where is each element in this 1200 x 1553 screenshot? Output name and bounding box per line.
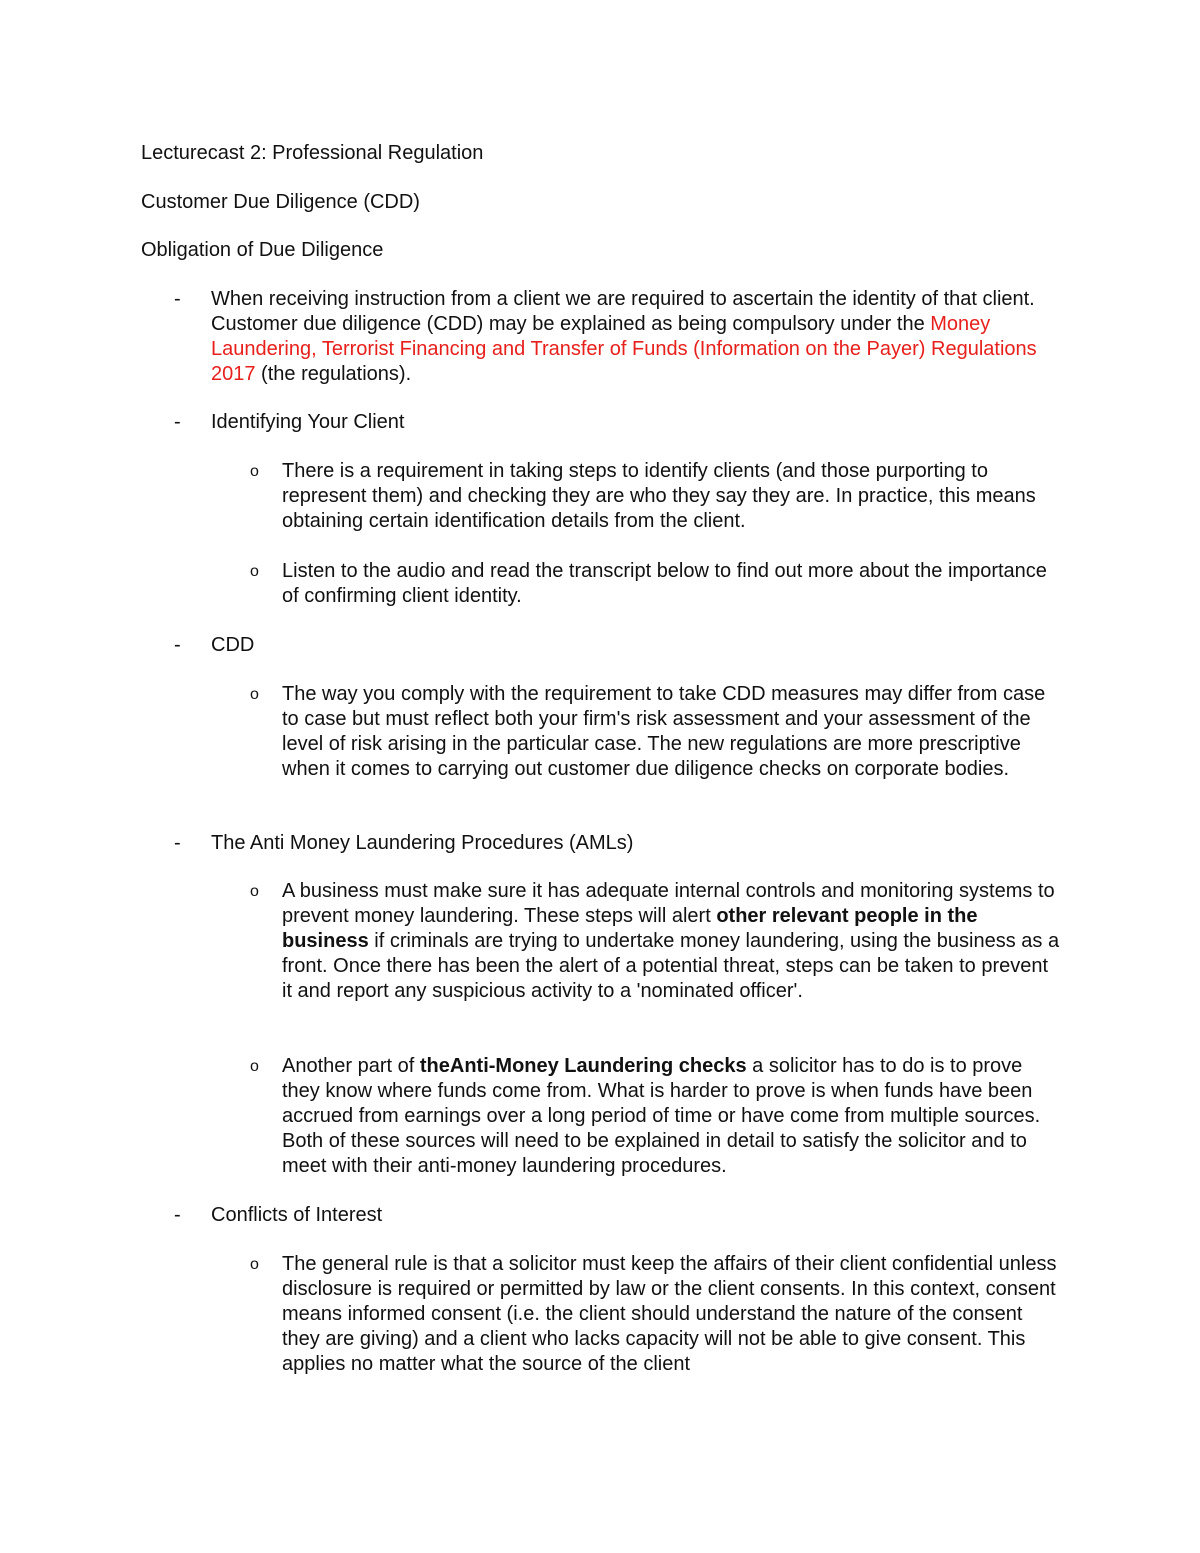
regulations-link[interactable]: Money Laundering, Terrorist Financing and Transfer of Funds (Information on the Payer) Regulations 2017 xyxy=(211,313,1037,385)
dash-marker: - xyxy=(174,411,181,433)
paragraph-conflicts-1: The general rule is that a solicitor must keep the affairs of their client confidential unless disclosure is required or permitted by law or the client consents. In this context, consent means informed consent (i.e. the client should understand the nature of the consent they are giving) and a client who lacks capacity will not be able to give consent. This applies no matter what the source of the client xyxy=(282,1253,1057,1375)
item-label-cdd: CDD xyxy=(211,634,255,656)
paragraph-aml-2: Another part of theAnti-Money Laundering checks a solicitor has to do is to prove they know where funds come from. What is harder to prove is when funds have been accrued from earnings over a long period of time or have come from multiple sources. Both of these sources will need to be explained in detail to satisfy the solicitor and to meet with their anti-money laundering procedures. xyxy=(282,1055,1041,1177)
bullet-marker: o xyxy=(250,686,259,703)
document-subtitle: Customer Due Diligence (CDD) xyxy=(141,191,420,213)
bullet-marker: o xyxy=(250,883,259,900)
item-label-identifying: Identifying Your Client xyxy=(211,411,405,433)
dash-marker: - xyxy=(174,634,181,656)
paragraph-aml-1: A business must make sure it has adequate internal controls and monitoring systems to prevent money laundering. These steps will alert other relevant people in the business if criminals are trying to undertake money laundering, using the business as a front. Once there has been the alert of a potential threat, steps can be taken to prevent it and report any suspicious activity to a 'nominated officer'. xyxy=(282,880,1060,1002)
item-label-aml: The Anti Money Laundering Procedures (AMLs) xyxy=(211,832,634,854)
bold-phrase: other relevant people in the business xyxy=(282,905,978,952)
bullet-marker: o xyxy=(250,1256,259,1273)
dash-marker: - xyxy=(174,288,181,310)
bold-phrase: theAnti-Money Laundering checks xyxy=(419,1055,747,1077)
bullet-marker: o xyxy=(250,463,259,480)
dash-marker: - xyxy=(174,1204,181,1226)
paragraph-cdd-1: The way you comply with the requirement to take CDD measures may differ from case to case but must reflect both your firm's risk assessment and your assessment of the level of risk arising in the particular case. The new regulations are more prescriptive when it comes to carrying out customer due diligence checks on corporate bodies. xyxy=(282,683,1046,780)
section-heading: Obligation of Due Diligence xyxy=(141,239,384,261)
bullet-marker: o xyxy=(250,1058,259,1075)
document-title: Lecturecast 2: Professional Regulation xyxy=(141,142,484,164)
paragraph-identify-2: Listen to the audio and read the transcript below to find out more about the importance of confirming client identity. xyxy=(282,560,1047,607)
dash-marker: - xyxy=(174,832,181,854)
item-label-conflicts: Conflicts of Interest xyxy=(211,1204,383,1226)
bullet-marker: o xyxy=(250,563,259,580)
paragraph-identify-1: There is a requirement in taking steps to identify clients (and those purporting to represent them) and checking they are who they say they are. In practice, this means obtaining certain identification details from the client. xyxy=(282,460,1036,532)
paragraph-obligation: When receiving instruction from a client we are required to ascertain the identity of that client. Customer due diligence (CDD) may be explained as being compulsory under the Money Laundering, Terrorist Financing and Transfer of Funds (Information on the Payer) Regulations 2017 (the regulations). xyxy=(211,288,1037,385)
